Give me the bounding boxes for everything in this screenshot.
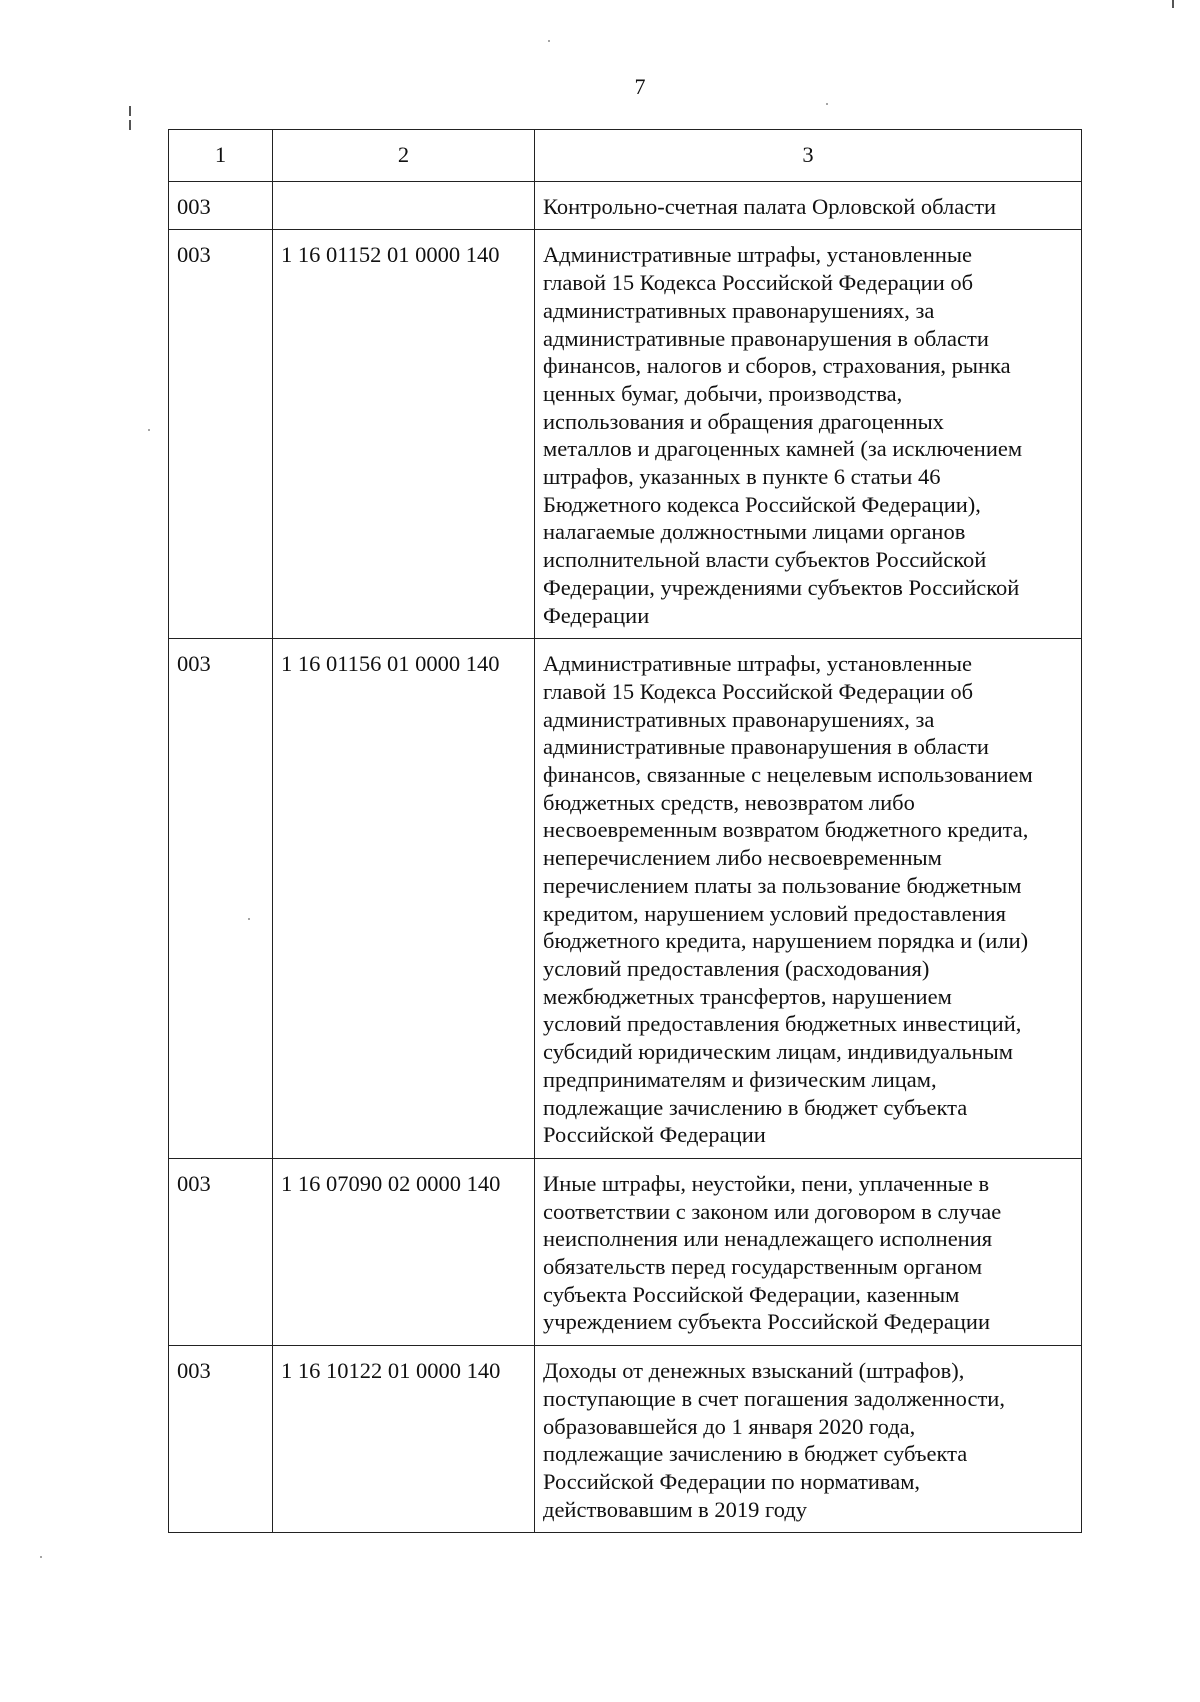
table-row — [169, 639, 1082, 1159]
header-col-1: 1 — [169, 130, 273, 182]
description-cell: Административные штрафы, установленные главой 15 Кодекса Российской Федерации об административных правонарушениях, за административные правонарушения в области финансов, связанные с нецелевым использованием бюджетных средств, невозвратом либо несвоевременным возвратом бюджетного кредита, неперечислением либо несвоевременным перечислением платы за пользование бюджетным кредитом, нарушением условий предоставления бюджетного кредита, нарушением порядка и (или) условий предоставления (расходования) межбюджетных трансфертов, нарушением условий предоставления бюджетных инвестиций, субсидий юридическим лицам, индивидуальным предпринимателям и физическим лицам, подлежащие зачислению в бюджет субъекта Российской Федерации — [535, 639, 1082, 1159]
kbk-code-cell — [273, 181, 535, 230]
table-header — [169, 130, 1082, 182]
admin-code-cell: 003 — [169, 230, 273, 639]
table-row — [169, 1158, 1082, 1345]
description-cell: Иные штрафы, неустойки, пени, уплаченные в соответствии с законом или договором в случае неисполнения или ненадлежащего исполнения обязательств перед государственным органом субъекта Российской Федерации, казенным учреждением субъекта Российской Федерации — [535, 1158, 1082, 1345]
header-col-2: 2 — [273, 130, 535, 182]
header-col-3: 3 — [535, 130, 1082, 182]
kbk-code-cell: 1 16 01152 01 0000 140 — [273, 230, 535, 639]
description-cell: Административные штрафы, установленные главой 15 Кодекса Российской Федерации об административных правонарушениях, за административные правонарушения в области финансов, налогов и сборов, страхования, рынка ценных бумаг, добычи, производства, использования и обращения драгоценных металлов и драгоценных камней (за исключением штрафов, указанных в пункте 6 статьи 46 Бюджетного кодекса Российской Федерации), налагаемые должностными лицами органов исполнительной власти субъектов Российской Федерации, учреждениями субъектов Российской Федерации — [535, 230, 1082, 639]
admin-code-cell: 003 — [169, 639, 273, 1159]
table-body — [169, 181, 1082, 1533]
scan-edge-mark — [129, 120, 131, 130]
page-number: 7 — [634, 74, 646, 99]
revenue-codes-table — [168, 129, 1082, 1533]
table-row — [169, 230, 1082, 639]
admin-code-cell: 003 — [169, 1158, 273, 1345]
scan-speck — [548, 40, 550, 42]
admin-code-cell: 003 — [169, 1346, 273, 1533]
scan-speck — [148, 429, 150, 431]
scan-edge-mark — [129, 106, 131, 116]
scan-edge-mark — [1172, 0, 1174, 8]
scan-speck — [40, 1556, 42, 1558]
kbk-code-cell: 1 16 07090 02 0000 140 — [273, 1158, 535, 1345]
header-row — [169, 130, 1082, 182]
scan-speck — [826, 103, 828, 105]
kbk-code-cell: 1 16 01156 01 0000 140 — [273, 639, 535, 1159]
description-cell: Доходы от денежных взысканий (штрафов), поступающие в счет погашения задолженности, образовавшейся до 1 января 2020 года, подлежащие зачислению в бюджет субъекта Российской Федерации по нормативам, действовавшим в 2019 году — [535, 1346, 1082, 1533]
table-row — [169, 181, 1082, 230]
kbk-code-cell: 1 16 10122 01 0000 140 — [273, 1346, 535, 1533]
description-cell: Контрольно-счетная палата Орловской области — [535, 181, 1082, 230]
table-row — [169, 1346, 1082, 1533]
admin-code-cell: 003 — [169, 181, 273, 230]
scan-speck — [248, 918, 250, 920]
